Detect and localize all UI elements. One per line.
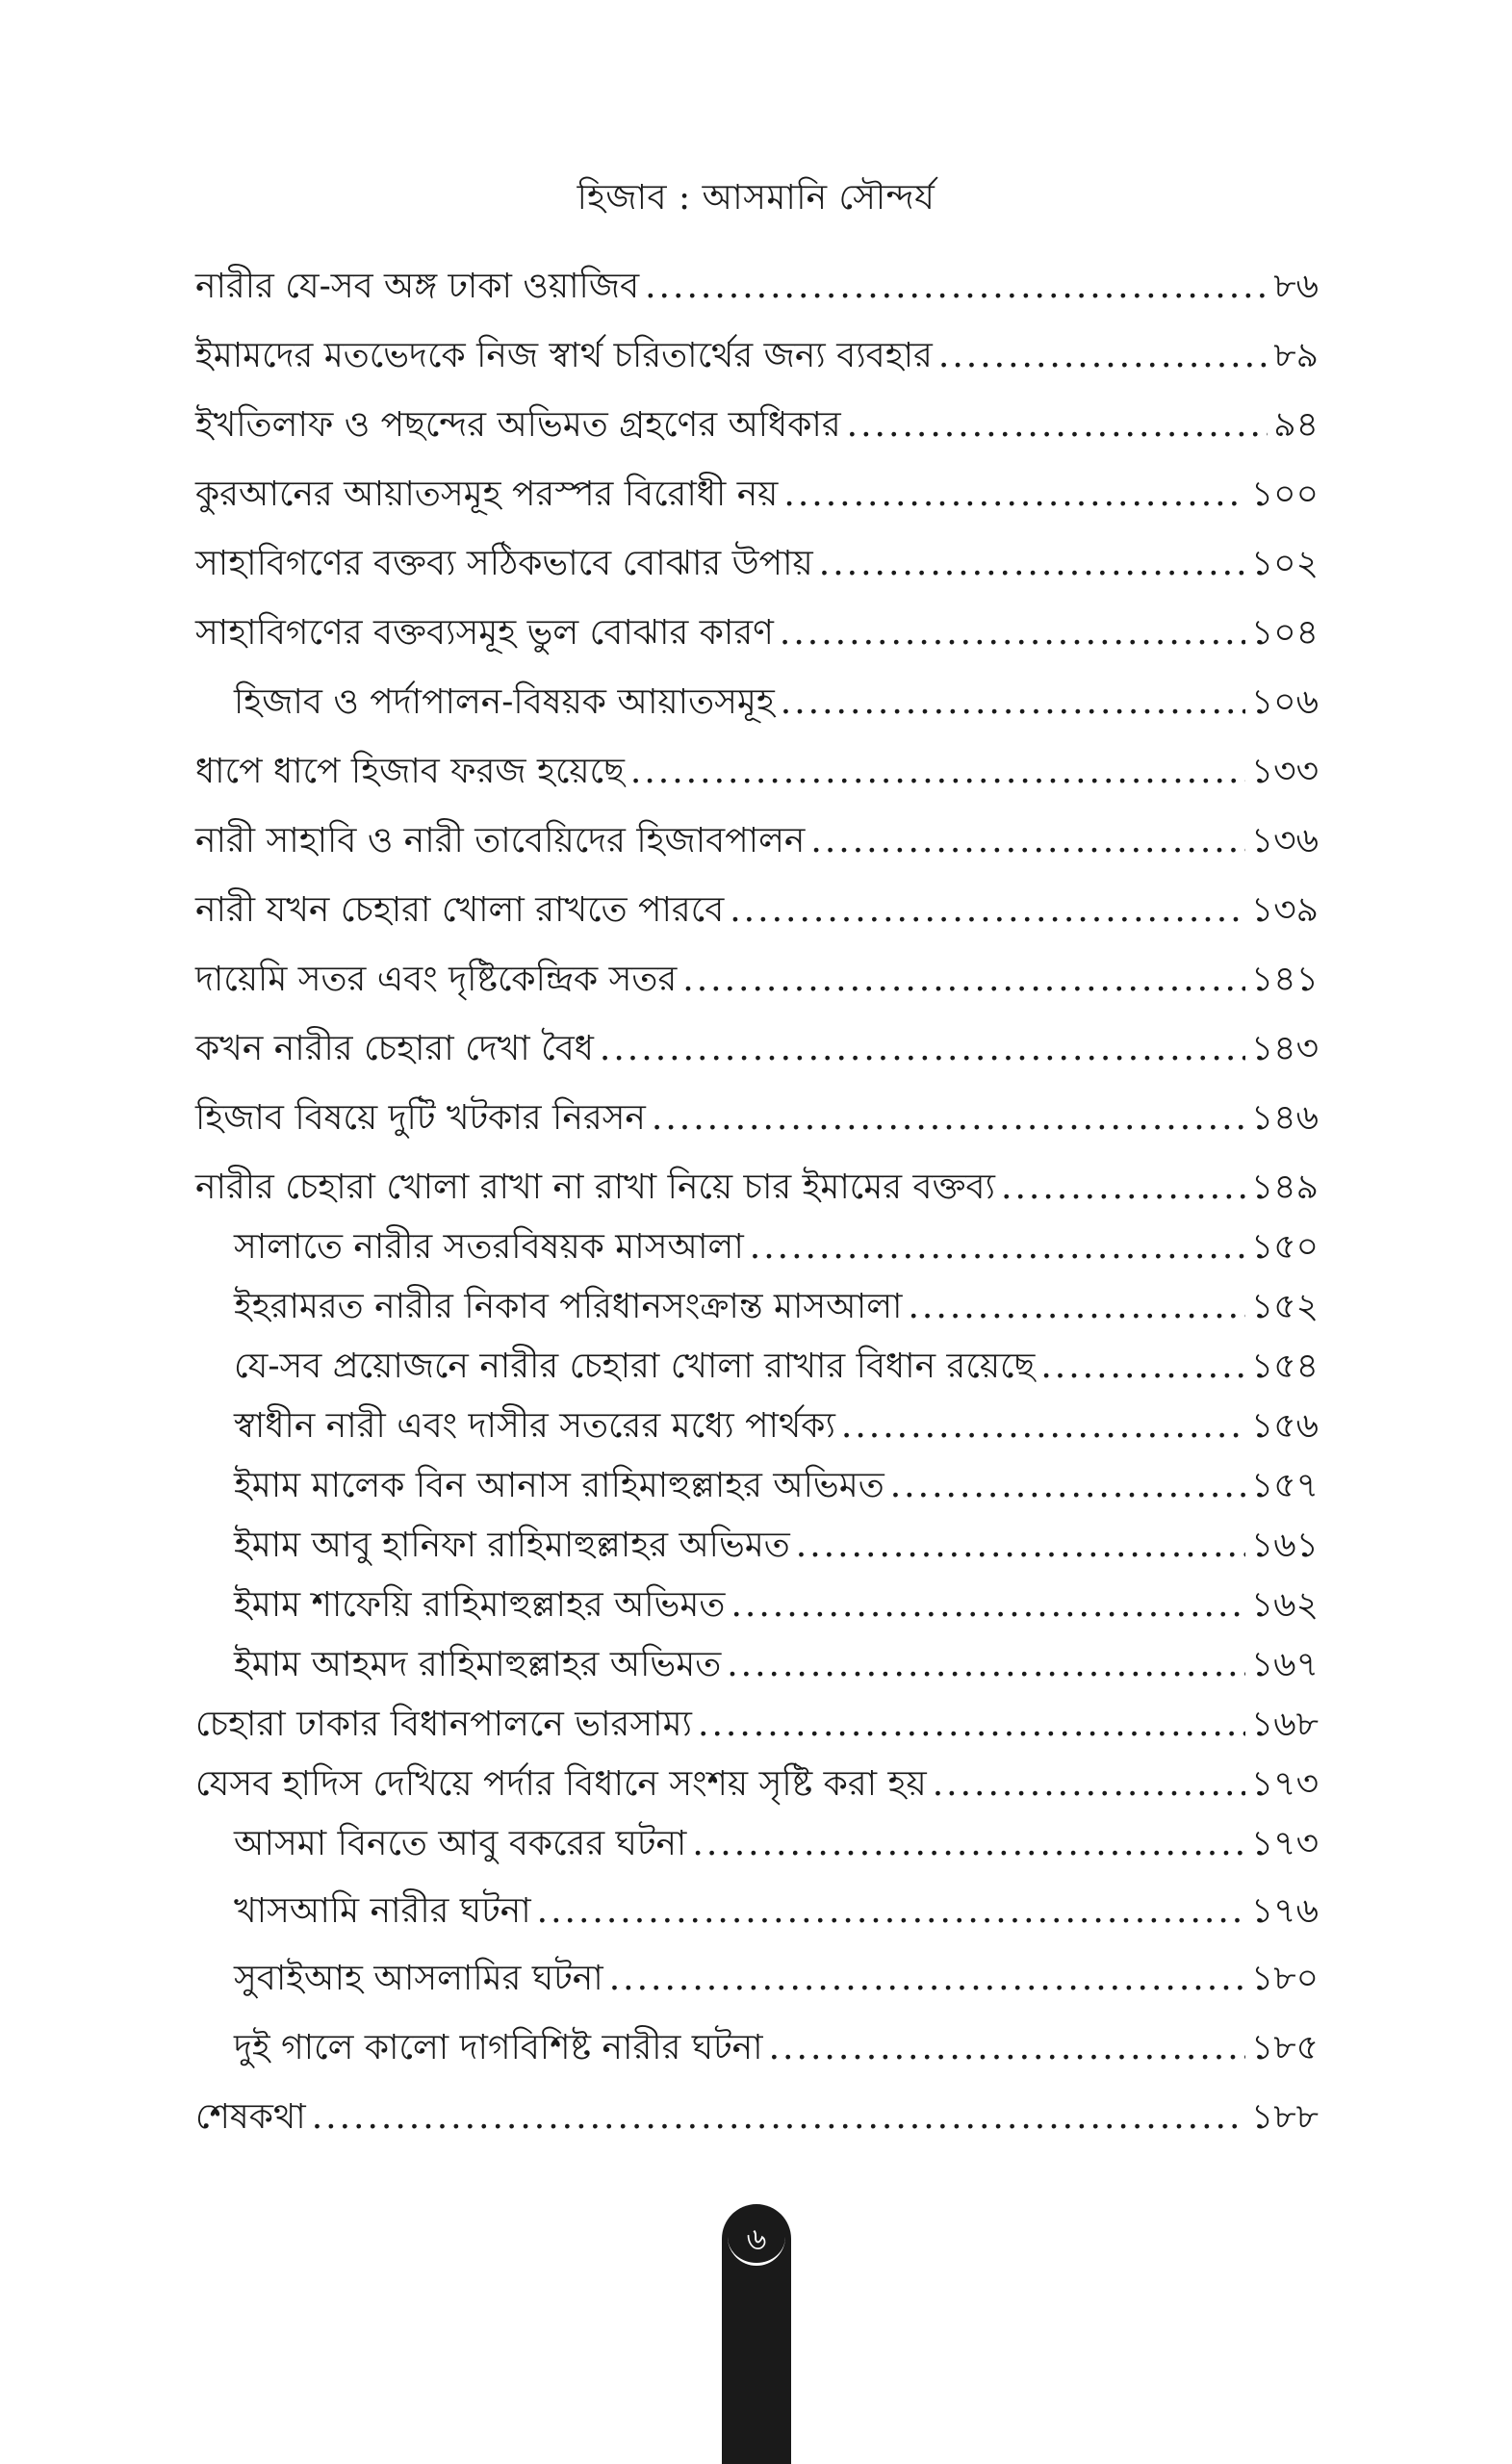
toc-entry-title: হিজাব বিষয়ে দুটি খটকার নিরসন <box>195 1098 646 1138</box>
toc-entry-page: ১৬৭ <box>1250 1645 1319 1684</box>
toc-entry <box>195 2021 1319 2091</box>
toc-dot-leader <box>682 960 1245 999</box>
toc-entry-title: হিজাব ও পর্দাপালন-বিষয়ক আয়াতসমূহ <box>234 682 775 722</box>
toc-dot-leader <box>1001 1168 1245 1207</box>
toc-entry-page: ১০৬ <box>1250 682 1319 722</box>
toc-entry-page: ১৪১ <box>1250 960 1319 999</box>
toc-entry-page: ৮৬ <box>1273 267 1319 306</box>
toc-entry-title: চেহারা ঢাকার বিধানপালনে ভারসাম্য <box>195 1705 692 1744</box>
page-number: ৬ <box>746 2220 767 2257</box>
toc-entry-page: ১৪৩ <box>1250 1029 1319 1068</box>
toc-dot-leader <box>780 613 1245 653</box>
table-of-contents <box>195 260 1319 2160</box>
toc-entry <box>195 1022 1319 1091</box>
toc-entry <box>195 953 1319 1022</box>
toc-entry-page: ১৪৬ <box>1250 1098 1319 1138</box>
toc-entry-title: কখন নারীর চেহারা দেখা বৈধ <box>195 1029 594 1068</box>
toc-dot-leader <box>810 821 1244 860</box>
toc-entry-title: শেষকথা <box>195 2097 306 2137</box>
toc-dot-leader <box>819 544 1245 583</box>
toc-entry-title: সুবাইআহ আসলামির ঘটনা <box>234 1959 603 1998</box>
toc-entry-page: ১০০ <box>1250 475 1319 514</box>
toc-entry <box>195 398 1319 468</box>
toc-entry-title: নারীর চেহারা খোলা রাখা না রাখা নিয়ে চার ইমামের বক্তব্য <box>195 1168 995 1207</box>
toc-dot-leader <box>630 752 1245 791</box>
toc-entry-page: ১৪৯ <box>1250 1168 1319 1207</box>
toc-dot-leader <box>537 1891 1245 1931</box>
toc-entry <box>195 676 1319 745</box>
toc-entry <box>195 1280 1319 1340</box>
toc-entry <box>195 468 1319 537</box>
toc-dot-leader <box>908 1287 1244 1326</box>
toc-entry <box>195 1091 1319 1161</box>
toc-entry-title: ইমাম আবু হানিফা রাহিমাহুল্লাহর অভিমত <box>234 1526 790 1565</box>
toc-entry-page: ১০৪ <box>1250 613 1319 653</box>
toc-entry <box>195 814 1319 884</box>
toc-entry-title: যেসব হাদিস দেখিয়ে পর্দার বিধানে সংশয় সৃষ্টি করা হয় <box>195 1764 927 1804</box>
toc-dot-leader <box>890 1466 1245 1505</box>
toc-entry-title: ইহরামরত নারীর নিকাব পরিধানসংক্রান্ত মাসআলা <box>234 1287 903 1326</box>
toc-entry-page: ১৮৮ <box>1250 2097 1319 2137</box>
toc-entry-page: ১৬২ <box>1250 1585 1319 1625</box>
toc-entry <box>195 745 1319 814</box>
toc-entry-page: ১৩৩ <box>1250 752 1319 791</box>
toc-entry <box>195 537 1319 606</box>
toc-entry-page: ১৫০ <box>1250 1227 1319 1267</box>
toc-dot-leader <box>841 1406 1245 1446</box>
toc-entry <box>195 1161 1319 1220</box>
page-number-tab <box>722 2204 791 2464</box>
toc-entry-title: কুরআনের আয়াতসমূহ পরস্পর বিরোধী নয় <box>195 475 779 514</box>
toc-entry-title: সাহাবিগণের বক্তব্য সঠিকভাবে বোঝার উপায় <box>195 544 813 583</box>
toc-dot-leader <box>796 1526 1245 1565</box>
toc-entry <box>195 260 1319 329</box>
toc-entry-title: যে-সব প্রয়োজনে নারীর চেহারা খোলা রাখার বিধান রয়েছে <box>234 1347 1036 1386</box>
toc-entry-page: ৯৪ <box>1273 405 1319 445</box>
toc-entry-title: ইমাম মালেক বিন আনাস রাহিমাহুল্লাহর অভিমত <box>234 1466 884 1505</box>
toc-entry <box>195 884 1319 953</box>
toc-entry <box>195 1758 1319 1817</box>
toc-entry <box>195 1459 1319 1519</box>
toc-entry-title: নারী যখন চেহারা খোলা রাখতে পারবে <box>195 890 725 930</box>
toc-entry-title: ইখতিলাফ ও পছন্দের অভিমত গ্রহণের অধিকার <box>195 405 841 445</box>
toc-entry <box>195 1399 1319 1459</box>
toc-entry <box>195 1638 1319 1698</box>
toc-dot-leader <box>938 336 1268 375</box>
toc-entry-title: দায়েমি সতর এবং দৃষ্টিকেন্দ্রিক সতর <box>195 960 678 999</box>
toc-dot-leader <box>609 1959 1245 1998</box>
toc-entry <box>195 1885 1319 1952</box>
toc-dot-leader <box>769 2028 1245 2067</box>
running-header: হিজাব : আসমানি সৌন্দর্য <box>577 178 935 218</box>
toc-entry-title: আসমা বিনতে আবু বকরের ঘটনা <box>234 1824 687 1863</box>
toc-entry-page: ১৮৫ <box>1250 2028 1319 2067</box>
toc-dot-leader <box>730 1585 1244 1625</box>
toc-entry <box>195 329 1319 398</box>
toc-entry-title: ইমাম আহমদ রাহিমাহুল্লাহর অভিমত <box>234 1645 722 1684</box>
toc-entry-page: ১৭৬ <box>1250 1891 1319 1931</box>
toc-entry <box>195 1220 1319 1280</box>
toc-dot-leader <box>312 2097 1245 2137</box>
toc-dot-leader <box>1040 1347 1245 1386</box>
toc-entry <box>195 1340 1319 1399</box>
toc-entry <box>195 1698 1319 1758</box>
toc-entry-title: দুই গালে কালো দাগবিশিষ্ট নারীর ঘটনা <box>234 2028 763 2067</box>
toc-entry-page: ১৮০ <box>1250 1959 1319 1998</box>
toc-dot-leader <box>781 682 1245 722</box>
toc-entry <box>195 1952 1319 2021</box>
toc-entry-title: ধাপে ধাপে হিজাব ফরজ হয়েছে <box>195 752 625 791</box>
toc-entry-page: ১০২ <box>1250 544 1319 583</box>
toc-dot-leader <box>933 1764 1245 1804</box>
toc-entry <box>195 2091 1319 2160</box>
toc-dot-leader <box>645 267 1268 306</box>
toc-entry <box>195 1817 1319 1885</box>
toc-entry <box>195 1578 1319 1638</box>
toc-entry-title: নারী সাহাবি ও নারী তাবেয়িদের হিজাবপালন <box>195 821 806 860</box>
toc-entry-page: ১৩৯ <box>1250 890 1319 930</box>
toc-dot-leader <box>652 1098 1245 1138</box>
toc-entry-title: নারীর যে-সব অঙ্গ ঢাকা ওয়াজিব <box>195 267 640 306</box>
toc-entry <box>195 606 1319 676</box>
toc-entry-title: খাসআমি নারীর ঘটনা <box>234 1891 531 1931</box>
toc-dot-leader <box>847 405 1269 445</box>
toc-dot-leader <box>600 1029 1245 1068</box>
toc-entry-page: ১৫৬ <box>1250 1406 1319 1446</box>
toc-entry-page: ১৫৪ <box>1250 1347 1319 1386</box>
toc-dot-leader <box>727 1645 1245 1684</box>
toc-entry-page: ১৩৬ <box>1250 821 1319 860</box>
toc-entry-title: সাহাবিগণের বক্তব্যসমূহ ভুল বোঝার কারণ <box>195 613 774 653</box>
toc-entry-title: সালাতে নারীর সতরবিষয়ক মাসআলা <box>234 1227 744 1267</box>
toc-entry-page: ৮৯ <box>1273 336 1319 375</box>
toc-dot-leader <box>750 1227 1245 1267</box>
toc-dot-leader <box>783 475 1244 514</box>
toc-entry-title: ইমামদের মতভেদকে নিজ স্বার্থ চরিতার্থের জন্য ব্যবহার <box>195 336 933 375</box>
toc-entry-title: স্বাধীন নারী এবং দাসীর সতরের মধ্যে পার্থক্য <box>234 1406 835 1446</box>
toc-dot-leader <box>698 1705 1245 1744</box>
toc-entry-page: ১৭৩ <box>1250 1824 1319 1863</box>
toc-entry <box>195 1519 1319 1578</box>
toc-dot-leader <box>692 1824 1244 1863</box>
toc-entry-page: ১৬১ <box>1250 1526 1319 1565</box>
toc-entry-page: ১৭৩ <box>1250 1764 1319 1804</box>
toc-dot-leader <box>730 890 1245 930</box>
toc-entry-page: ১৫৭ <box>1250 1466 1319 1505</box>
toc-entry-title: ইমাম শাফেয়ি রাহিমাহুল্লাহর অভিমত <box>234 1585 726 1625</box>
toc-entry-page: ১৫২ <box>1250 1287 1319 1326</box>
toc-entry-page: ১৬৮ <box>1250 1705 1319 1744</box>
